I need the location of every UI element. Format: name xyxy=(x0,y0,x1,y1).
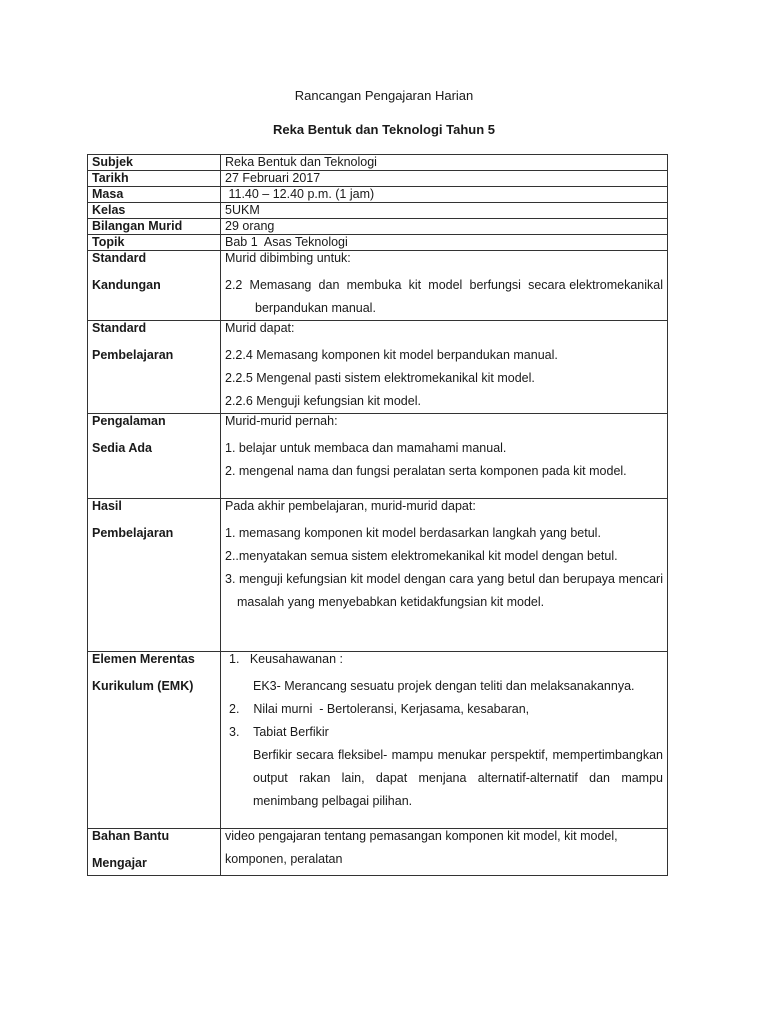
hasil-intro: Pada akhir pembelajaran, murid-murid dapat: xyxy=(225,499,476,513)
value-masa: 11.40 – 12.40 p.m. (1 jam) xyxy=(221,187,668,203)
row-standard-kandungan xyxy=(88,251,668,321)
hasil-item: 2..menyatakan semua sistem elektromekanikal kit model dengan betul. xyxy=(225,549,618,563)
value-tarikh: 27 Februari 2017 xyxy=(221,171,668,187)
row-masa xyxy=(88,187,668,203)
value-topik: Bab 1 Asas Teknologi xyxy=(221,235,668,251)
pengalaman-item: 1. belajar untuk membaca dan mamahami manual. xyxy=(225,441,507,455)
label-emk-2: Kurikulum (EMK) xyxy=(92,679,194,693)
row-standard-pembelajaran xyxy=(88,321,668,414)
label-masa: Masa xyxy=(88,187,221,203)
value-bilangan-murid: 29 orang xyxy=(221,219,668,235)
emk-item-3: 3. Tabiat Berfikir xyxy=(229,725,329,739)
label-bbm-1: Bahan Bantu xyxy=(92,829,170,843)
label-hasil-1: Hasil xyxy=(92,499,122,513)
label-kelas: Kelas xyxy=(88,203,221,219)
bbm-text: video pengajaran tentang pemasangan komponen kit model, kit model, komponen, peralatan xyxy=(225,829,618,866)
standard-pembelajaran-item: 2.2.6 Menguji kefungsian kit model. xyxy=(225,394,421,408)
standard-pembelajaran-item: 2.2.4 Memasang komponen kit model berpandukan manual. xyxy=(225,348,558,362)
hasil-item: 1. memasang komponen kit model berdasarkan langkah yang betul. xyxy=(225,526,601,540)
label-pengalaman-2: Sedia Ada xyxy=(92,441,152,455)
row-pengalaman-sedia-ada xyxy=(88,414,668,499)
document-subtitle: Reka Bentuk dan Teknologi Tahun 5 xyxy=(273,122,495,137)
label-standard-kandungan-2: Kandungan xyxy=(92,278,161,292)
emk-item-3-detail: Berfikir secara fleksibel- mampu menukar perspektif, mempertimbangkan output rakan lain, dapat menjana alternatif-alternatif dan mampu menimbang pelbagai pilihan. xyxy=(253,748,663,808)
label-emk-1: Elemen Merentas xyxy=(92,652,195,666)
row-tarikh xyxy=(88,171,668,187)
label-tarikh: Tarikh xyxy=(88,171,221,187)
label-bilangan-murid: Bilangan Murid xyxy=(88,219,221,235)
row-topik xyxy=(88,235,668,251)
label-subjek: Subjek xyxy=(88,155,221,171)
row-emk xyxy=(88,652,668,829)
label-standard-pembelajaran-1: Standard xyxy=(92,321,147,335)
emk-item-1-detail: EK3- Merancang sesuatu projek dengan teliti dan melaksanakannya. xyxy=(253,679,635,693)
standard-pembelajaran-intro: Murid dapat: xyxy=(225,321,295,335)
value-subjek: Reka Bentuk dan Teknologi xyxy=(221,155,668,171)
row-subjek xyxy=(88,155,668,171)
row-bilangan-murid xyxy=(88,219,668,235)
standard-pembelajaran-item: 2.2.5 Mengenal pasti sistem elektromekanikal kit model. xyxy=(225,371,535,385)
row-hasil-pembelajaran xyxy=(88,499,668,652)
lesson-plan-table xyxy=(87,154,668,876)
hasil-item: 3. menguji kefungsian kit model dengan cara yang betul dan berupaya mencari masalah yang menyebabkan ketidakfungsian kit model. xyxy=(225,572,663,609)
label-bbm-2: Mengajar xyxy=(92,856,147,870)
standard-kandungan-item: 2.2 Memasang dan membuka kit model berfungsi secara elektromekanikal berpandukan manual. xyxy=(225,278,667,315)
value-kelas: 5UKM xyxy=(221,203,668,219)
document-title: Rancangan Pengajaran Harian xyxy=(294,88,474,103)
row-bahan-bantu-mengajar xyxy=(88,829,668,876)
label-topik: Topik xyxy=(88,235,221,251)
row-kelas xyxy=(88,203,668,219)
emk-item-1: 1. Keusahawanan : xyxy=(229,652,343,666)
pengalaman-intro: Murid-murid pernah: xyxy=(225,414,338,428)
label-pengalaman-1: Pengalaman xyxy=(92,414,166,428)
label-standard-kandungan-1: Standard xyxy=(92,251,147,265)
pengalaman-item: 2. mengenal nama dan fungsi peralatan serta komponen pada kit model. xyxy=(225,464,627,478)
standard-kandungan-intro: Murid dibimbing untuk: xyxy=(225,251,351,265)
emk-item-2: 2. Nilai murni - Bertoleransi, Kerjasama, kesabaran, xyxy=(229,702,530,716)
label-hasil-2: Pembelajaran xyxy=(92,526,174,540)
label-standard-pembelajaran-2: Pembelajaran xyxy=(92,348,174,362)
